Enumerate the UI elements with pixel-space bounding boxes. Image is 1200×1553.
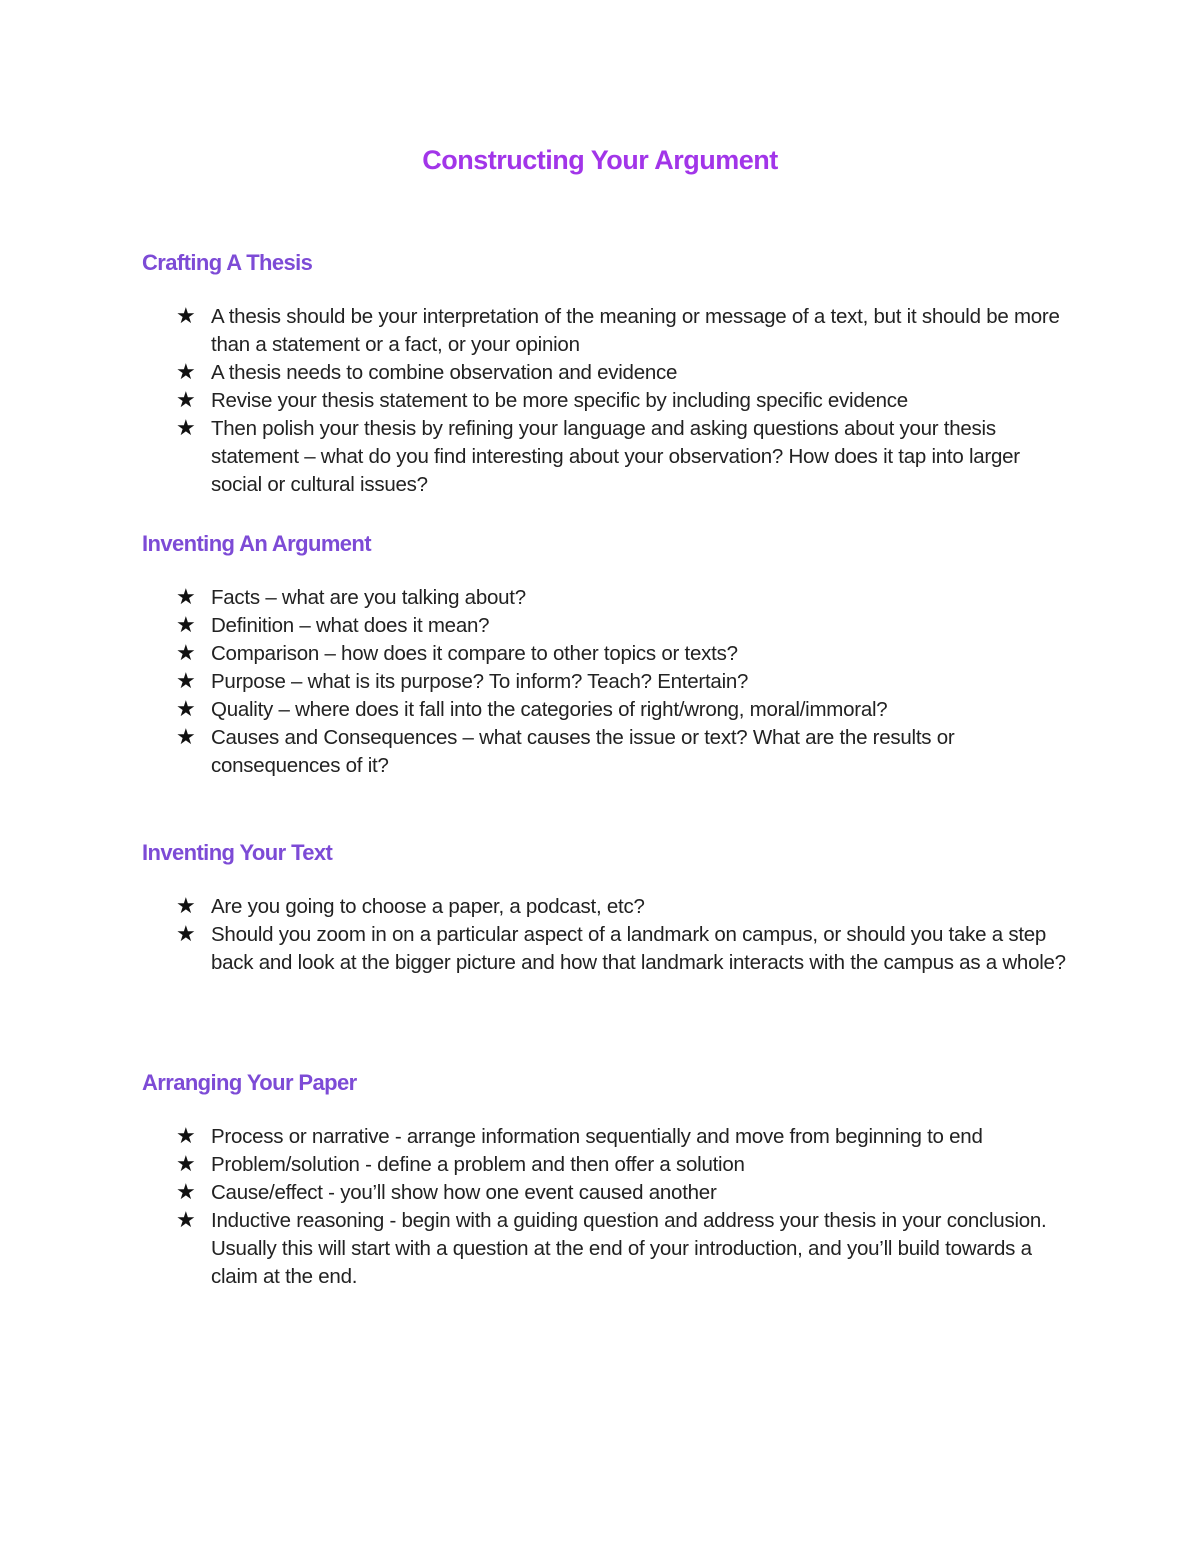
list-item-text: Problem/solution - define a problem and then offer a solution	[211, 1153, 745, 1176]
section-heading-inventing-text: Inventing Your Text	[142, 840, 333, 865]
list-item	[176, 640, 1066, 668]
list-item	[176, 668, 1066, 696]
list-item	[176, 1207, 1066, 1291]
star-icon: ★	[176, 1152, 196, 1177]
list-item-text: Should you zoom in on a particular aspect of a landmark on campus, or should you take a step back and look at the bigger picture and how that landmark interacts with the campus as a whole?	[211, 923, 1066, 974]
list-item-text: A thesis needs to combine observation and evidence	[211, 361, 678, 384]
list-item-text: Cause/effect - you’ll show how one event caused another	[211, 1181, 717, 1204]
list-item	[176, 1179, 1066, 1207]
bullet-list-inventing-text	[176, 893, 1066, 977]
list-item-text: Process or narrative - arrange information sequentially and move from beginning to end	[211, 1125, 983, 1148]
star-icon: ★	[176, 697, 196, 722]
bullet-list-crafting-thesis	[176, 303, 1066, 499]
star-icon: ★	[176, 304, 196, 329]
list-item	[176, 584, 1066, 612]
list-item	[176, 724, 1066, 780]
list-item-text: Comparison – how does it compare to other topics or texts?	[211, 642, 738, 665]
list-item-text: Facts – what are you talking about?	[211, 586, 526, 609]
list-item	[176, 1151, 1066, 1179]
section-heading-arranging-paper: Arranging Your Paper	[142, 1070, 357, 1095]
star-icon: ★	[176, 1124, 196, 1149]
star-icon: ★	[176, 641, 196, 666]
bullet-list-inventing-argument	[176, 584, 1066, 780]
list-item-text: Revise your thesis statement to be more specific by including specific evidence	[211, 389, 908, 412]
list-item	[176, 1123, 1066, 1151]
list-item-text: Causes and Consequences – what causes the issue or text? What are the results or consequences of it?	[211, 726, 955, 777]
list-item	[176, 415, 1066, 499]
star-icon: ★	[176, 416, 196, 441]
section-heading-crafting-thesis: Crafting A Thesis	[142, 250, 313, 275]
star-icon: ★	[176, 613, 196, 638]
list-item	[176, 921, 1066, 977]
star-icon: ★	[176, 1208, 196, 1233]
list-item-text: Purpose – what is its purpose? To inform? Teach? Entertain?	[211, 670, 749, 693]
list-item-text: Then polish your thesis by refining your language and asking questions about your thesis statement – what do you find interesting about your observation? How does it tap into larger social or cultural issues?	[211, 417, 1020, 496]
list-item-text: Quality – where does it fall into the categories of right/wrong, moral/immoral?	[211, 698, 888, 721]
list-item-text: Are you going to choose a paper, a podcast, etc?	[211, 895, 645, 918]
list-item	[176, 303, 1066, 359]
star-icon: ★	[176, 922, 196, 947]
star-icon: ★	[176, 725, 196, 750]
star-icon: ★	[176, 388, 196, 413]
star-icon: ★	[176, 669, 196, 694]
list-item-text: Definition – what does it mean?	[211, 614, 490, 637]
star-icon: ★	[176, 585, 196, 610]
list-item	[176, 359, 1066, 387]
star-icon: ★	[176, 894, 196, 919]
list-item-text: Inductive reasoning - begin with a guiding question and address your thesis in your conclusion. Usually this will start with a question at the end of your introduction, and you’ll build towards a claim at the end.	[211, 1209, 1047, 1288]
section-heading-inventing-argument: Inventing An Argument	[142, 531, 371, 556]
list-item-text: A thesis should be your interpretation of the meaning or message of a text, but it should be more than a statement or a fact, or your opinion	[211, 305, 1060, 356]
list-item	[176, 696, 1066, 724]
star-icon: ★	[176, 1180, 196, 1205]
star-icon: ★	[176, 360, 196, 385]
list-item	[176, 612, 1066, 640]
bullet-list-arranging-paper	[176, 1123, 1066, 1291]
list-item	[176, 387, 1066, 415]
list-item	[176, 893, 1066, 921]
page-title: Constructing Your Argument	[422, 145, 778, 175]
